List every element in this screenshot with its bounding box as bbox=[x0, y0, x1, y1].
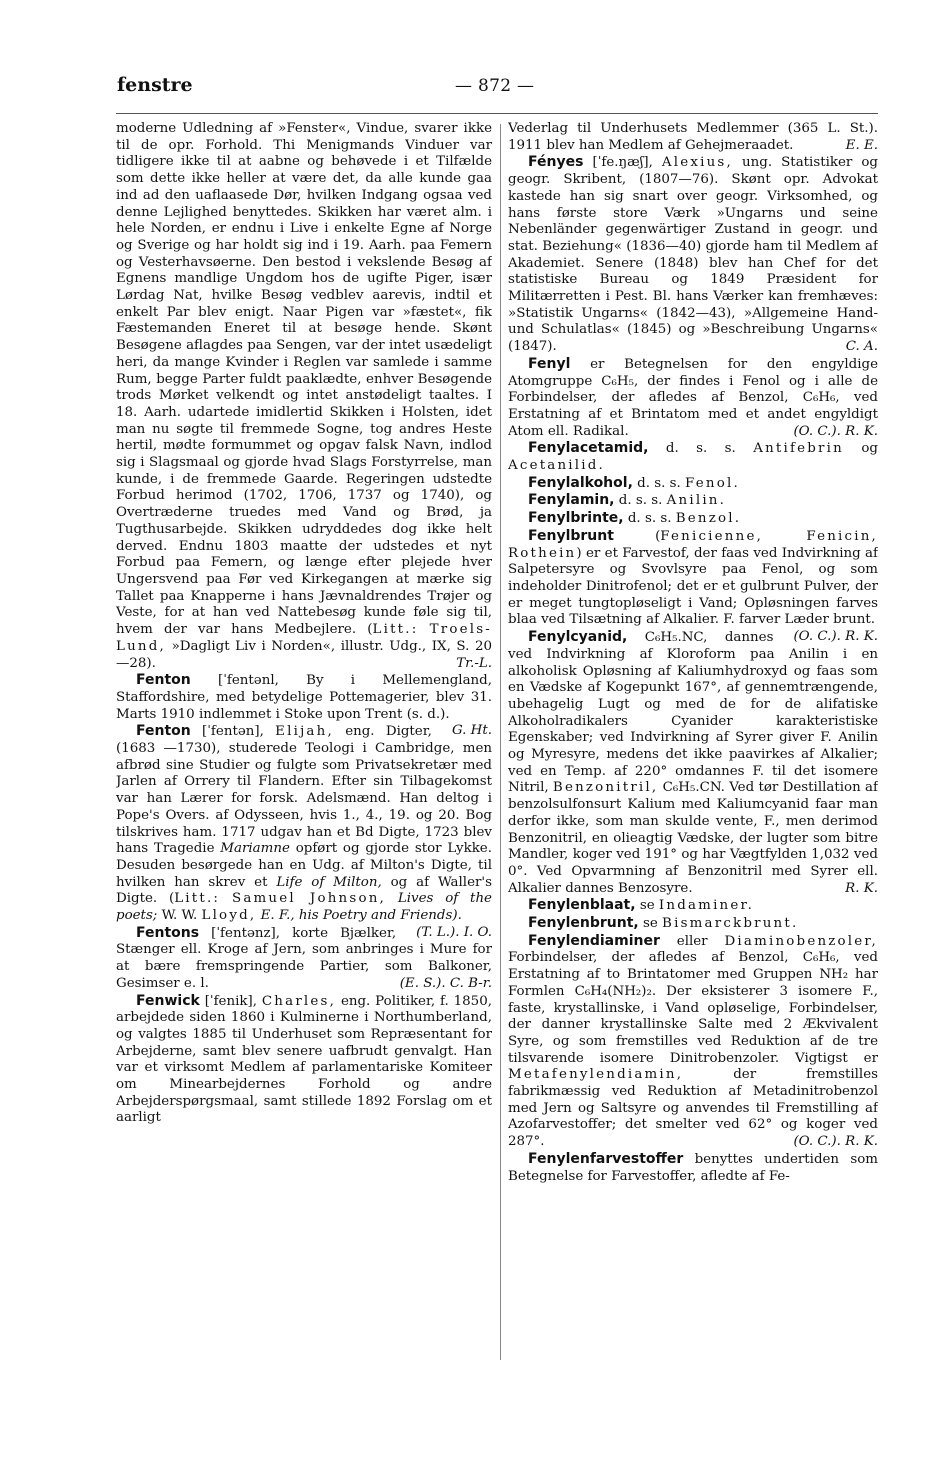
page-header bbox=[117, 74, 876, 106]
entry-work-title: E. F., his Poetry and Friends). bbox=[260, 908, 462, 924]
entry-headword: Fenton bbox=[136, 723, 191, 740]
entry-text: og bbox=[861, 441, 878, 457]
entry-text: benyttes undertiden som Betegnelse for Farvestoffer, afledte af Fe- bbox=[508, 1151, 878, 1184]
cross-reference: Acetanilid. bbox=[508, 458, 605, 474]
entry-fenwick bbox=[116, 993, 492, 1128]
entry-work-title: Life of Milton, bbox=[276, 874, 382, 890]
entry-author: Samuel Johnson, bbox=[231, 891, 386, 907]
entry-text-tail: »Dagligt Liv i Norden«, illustr. Udg., IX, S. 20—28). bbox=[116, 638, 492, 671]
entry-author: Troels-Lund, bbox=[116, 622, 492, 654]
cross-reference: Diaminobenzoler, bbox=[724, 933, 878, 949]
entry-text: [ˈfentənl, By i Mellemengland, Staffordshire, med betydelige Pottemagerier, blev 31. Marts 1910 indlemmet i Stoke upon Trent (s. d.). bbox=[116, 673, 492, 722]
right-column bbox=[508, 121, 878, 1412]
entry-text: eng. Politiker, f. 1850, arbejdede siden 1860 i Kulminerne i Northumberland, og valgtes 1885 til Underhuset som Repræsentant for Arbejderne, samt blev senere uafbrudt genvalgt. Han var et virksomt Medlem af parlamentariske Komiteer om Minearbejdernes Forhold og andre Arbejderspørgsmaal, samt stillede 1892 Forslag om et aarligt bbox=[116, 993, 492, 1126]
entry-headword: Fenylenblaat, bbox=[528, 897, 636, 914]
entry-signature: C. A. bbox=[845, 339, 878, 355]
entry-signature: (O. C.). R. K. bbox=[793, 629, 878, 645]
entry-headword: Fenylacetamid, bbox=[528, 440, 649, 457]
entry-text: C₆H₅.CN. Ved tør Destillation af benzolsulfonsurt Kalium med Kaliumcyanid faar man derfor ikke, som man skulde vente, F., men derimod Benzonitril, en olieagtig Vædske, der lugter som bitre Mandler, koger ved 191° og har Vægtfylden 1,032 ved 0°. Ved Opvarmning af Benzonitril med Syrer ell. Alkalier dannes Benzosyre. bbox=[508, 780, 878, 896]
cross-reference: Benzonitril, bbox=[552, 780, 659, 796]
entry-headword: Fenylcyanid, bbox=[528, 629, 628, 646]
entry-text: d. s. s. bbox=[637, 475, 681, 491]
entry-work-title: Mariamne bbox=[220, 841, 290, 857]
entry-headword: Fenylendiaminer bbox=[528, 932, 660, 949]
entry-work-title: Lives of the poets; bbox=[116, 891, 492, 924]
entry-text: d. s. s. bbox=[618, 493, 663, 509]
entry-signature: (O. C.). R. K. bbox=[793, 1134, 878, 1150]
entry-headword: Fenyl bbox=[528, 355, 571, 372]
entry-text: se bbox=[642, 916, 658, 932]
entry-text: ( bbox=[655, 528, 661, 544]
cross-reference: Fenol. bbox=[685, 475, 740, 491]
entry-text: moderne Udledning af »Fenster«, Vindue, svarer ikke til de opr. Forhold. Thi Menigmands Vinduer var tidligere ikke til at aabne og behøvede i et Tilfælde som dette ikke heller at være det, da alle kunde gaa ind ad den uaflaasede Dør, hvilken Indgang ogsaa ved denne Lejlighed benyttedes. Skikken har været alm. i hele Norden, er endnu i Live i enkelte Egne af Norge og Sverige og har holdt sig ind i 19. Aarh. paa Femern og Vesterhavsøerne. Den bestod i vekslende Besøg af Egnens mandlige Ungdom hos de ugifte Piger, især Lørdag Nat, hvilke Besøg vedblev aarevis, indtil et enkelt Par blev enigt. Naar Pigen var »fæstet«, fik Fæstemanden Eneret til at besøge hende. Skønt Besøgene aflagdes paa Sengen, var der intet usædeligt heri, da mange Kvinder i Reglen var samlede i samme Rum, begge Parter fuldt paaklædte, enhver Besøgende trods Mørket velkendt og intet anstødeligt taaltes. I 18. Aarh. udartede imidlertid Skikken i Holsten, idet man nu søgte til fremmede Sogne, tog andres Heste hertil, mødte formummet og opgav falsk Navn, indlod sig i Slagsmaal og gjorde hvad Slags Forstyrrelse, man kunde, i de fremmede Gaarde. Regeringen udstedte Forbud herimod (1702, 1706, 1737 og 1740), og Overtræderne truedes med Vand og Brød, ja Tugthusarbejde. Skikken udryddedes dog ikke helt derved. Endnu 1803 maatte der udstedes et nyt Forbud paa Femern, og længe efter plejede hver Ungersvend paa Før ved Kirkegangen at mærke sig Tallet paa Knapperne i hans Jævnaldrendes Trøjer og Veste, for at han ved Nattebesøg kunde føle sig til, hvem der var hans Medbejlere. ( bbox=[116, 121, 492, 638]
entry-synonyms: Fenicienne, Fenicin, Rothein bbox=[508, 528, 878, 561]
entry-headword: Fenylenbrunt, bbox=[528, 915, 639, 932]
cross-reference: Benzol. bbox=[675, 511, 742, 527]
entry-text: ) er et Farvestof, der faas ved Indvirkning af Salpetersyre og Svovlsyre paa Fenol, og som indeholder Dinitrofenol; det er et gulbrunt Pulver, der er meget tungtopløseligt i Vand; Opløsningen farves blaa ved Tilsætning af Alkalier. F. farver Læder brunt. bbox=[508, 545, 878, 628]
entry-text: og af Waller's Digte. ( bbox=[116, 874, 492, 907]
entry-person-name: Charles, bbox=[261, 993, 337, 1009]
entry-headword: Fényes bbox=[528, 154, 584, 171]
entry-fenylenfarvestoffer bbox=[508, 1151, 878, 1185]
entry-fenylbrinte bbox=[508, 510, 878, 528]
entry-text: se bbox=[639, 898, 655, 914]
litt-label: Litt.: bbox=[372, 622, 419, 638]
entry-fenylcyanid bbox=[508, 629, 878, 897]
header-rule bbox=[116, 113, 878, 114]
entry-headword: Fenylamin, bbox=[528, 492, 615, 509]
entry-headword: Fenylenfarvestoffer bbox=[528, 1150, 684, 1167]
entry-signature: E. E. bbox=[845, 137, 878, 153]
entry-text: Forbindelser, der afledes af Benzol, C₆H₆, ved Erstatning af to Brintatomer med Gruppen NH₂ har Formlen C₆H₄(NH₂)₂. Der eksisterer 3 isomere F., faste, krystallinske, i Vand opløselige, Forbindelser, der danner krystallinske Salte med 2 Ækvivalent Syre, og som fremstilles ved Reduktion af de tre tilsvarende isomere Dinitrobenzoler. Vigtigst er bbox=[508, 950, 878, 1066]
cross-reference: Antifebrin bbox=[753, 441, 844, 457]
entry-pronunciation: [ˈfe.ŋæʃ], bbox=[592, 155, 653, 171]
entry-headword: Fenylalkohol, bbox=[528, 474, 633, 491]
entry-text: er Betegnelsen for den engyldige Atomgruppe C₆H₅, der findes i Fenol og i alle de Forbindelser, der afledes af Benzol, C₆H₆, ved Erstatning af et Brintatom med et andet engyldigt Atom ell. Radikal. bbox=[508, 356, 878, 439]
entry-pronunciation: [ˈfentən], bbox=[202, 724, 264, 740]
running-head: fenstre bbox=[117, 74, 193, 96]
cross-reference: Anilin. bbox=[666, 493, 727, 509]
cross-reference: Metafenylendiamin, bbox=[508, 1067, 684, 1083]
entry-person-name: Elijah, bbox=[275, 724, 334, 740]
entry-text: Vederlag til Underhusets Medlemmer (365 L. St.). 1911 blev han Medlem af Gehejmeraadet. bbox=[508, 121, 878, 153]
entry-signature: G. Ht. bbox=[451, 723, 492, 739]
entry-fenylamin bbox=[508, 492, 878, 510]
entry-text: C₆H₅.NC, dannes ved Indvirkning af Kloroform paa Anilin i en alkoholisk Opløsning af Kaliumhydroxyd og faas som en Vædske af Kogepunkt 167°, af gennemtrængende, ubehagelig Lugt og med de for de alifatiske Alkoholradikalers Cyanider karakteristiske Egenskaber; ved Indvirkning af Syrer giver F. Anilin og Myresyre, medens det ikke paavirkes af Alkalier; ved en Temp. af 220° omdannes F. til det isomere Nitril, bbox=[508, 630, 878, 796]
entry-text: der fremstilles fabrikmæssig ved Reduktion af Metadinitrobenzol med Jern og Saltsyre og anvendes til Fremstilling af Azofarvestoffer; det smelter ved 62° og koger ved 287°. bbox=[508, 1067, 878, 1150]
entry-author: Lloyd, bbox=[201, 908, 257, 924]
entry-fenylalkohol bbox=[508, 475, 878, 493]
entry-fenyes bbox=[508, 154, 878, 355]
entry-fenstre-continued bbox=[116, 121, 492, 672]
entry-headword: Fentons bbox=[136, 924, 200, 941]
entry-signature: (E. S.). C. B-r. bbox=[399, 975, 492, 991]
entry-signature: (O. C.). R. K. bbox=[793, 423, 878, 439]
entry-headword: Fenton bbox=[136, 672, 191, 689]
entry-signature: (T. L.). I. O. bbox=[416, 924, 492, 940]
entry-text: W. W. bbox=[161, 908, 198, 924]
left-column bbox=[116, 121, 492, 1412]
entry-text: d. s. s. bbox=[627, 511, 672, 527]
entry-text: eng. Digter, (1683 —1730), studerede Teologi i Cambridge, men afbrød sine Studier og fulgte som Privatsekretær med Jarlen af Orrery til Flandern. Efter sin Tilbagekomst var han Lærer for forsk. Adelsmænd. Han deltog i Pope's Overs. af Odysseen, hvis 1., 4., 19. og 20. Bog tilskrives ham. 1717 udgav han et Bd Digte, 1723 blev hans Tragedie bbox=[116, 724, 492, 857]
entry-signature: Tr.-L. bbox=[456, 655, 492, 671]
litt-label: Litt.: bbox=[174, 891, 221, 907]
entry-headword: Fenwick bbox=[136, 992, 200, 1009]
entry-headword: Fenylbrunt bbox=[528, 527, 614, 544]
entry-fenylenbrunt bbox=[508, 915, 878, 933]
entry-person-name: Alexius, bbox=[661, 155, 733, 171]
page-number: — 872 — bbox=[455, 76, 535, 96]
entry-signature: R. K. bbox=[845, 880, 878, 896]
entry-pronunciation: [ˈfenik], bbox=[204, 993, 257, 1009]
entry-text: d. s. s. bbox=[665, 441, 736, 457]
entry-fenylacetamid bbox=[508, 440, 878, 474]
entry-text: opført og gjorde stor Lykke. Desuden besørgede han en Udg. af Milton's Digte, til hvilken han skrev et bbox=[116, 841, 492, 890]
entry-fenylendiaminer bbox=[508, 933, 878, 1151]
column-divider bbox=[500, 124, 501, 1360]
entry-fenwick-continued bbox=[508, 121, 878, 154]
cross-reference: Indaminer. bbox=[658, 898, 755, 914]
entry-headword: Fenylbrinte, bbox=[528, 510, 624, 527]
entry-fenyl bbox=[508, 356, 878, 441]
entry-fenylenblaat bbox=[508, 897, 878, 915]
entry-text: ung. Statistiker og geogr. Skribent, (1807—76). Skønt opr. Advokat kastede han sig snart over geogr. Virksomhed, og hans første store Værk »Ungarns und seine Nebenländer gegenwärtiger Zustand in geogr. und stat. Beziehung« (1836—40) gjorde ham til Medlem af Akademiet. Senere (1848) blev han Chef for det statistiske Bureau og 1849 Præsident for Militærretten i Pest. Bl. hans Værker kan fremhæves: »Statistik Ungarns« (1842—43), »Allgemeine Hand- und Schulatlas« (1845) og »Beschreibung Ungarns« (1847). bbox=[508, 155, 878, 355]
entry-text: [ˈfentənz], korte Bjælker, Stænger ell. Kroge af Jern, som anbringes i Mure for at bære fremspringende Partier, som Balkoner, Gesimser e. l. bbox=[116, 925, 492, 991]
entry-text: eller bbox=[676, 933, 708, 949]
cross-reference: Bismarckbrunt. bbox=[662, 916, 799, 932]
